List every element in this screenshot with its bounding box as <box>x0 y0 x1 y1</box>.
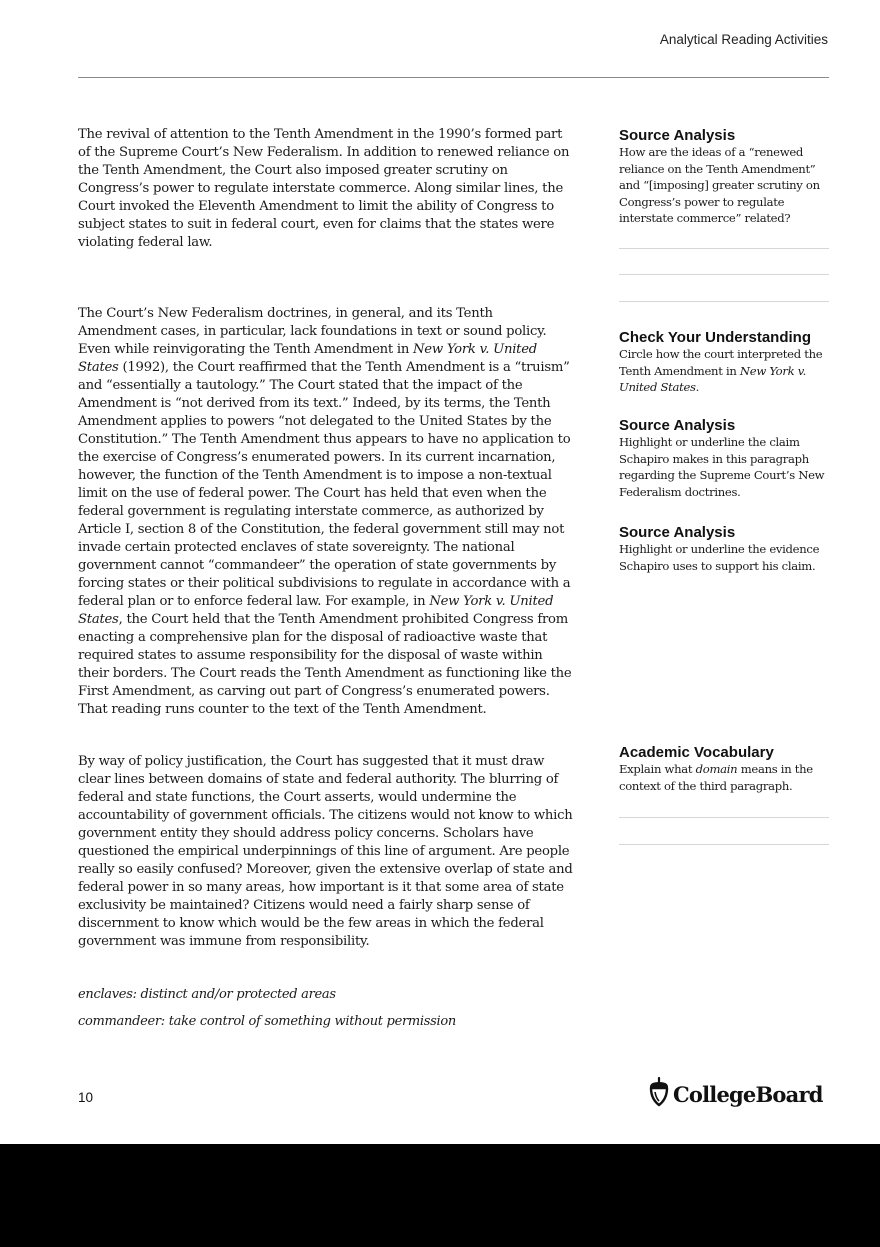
sidebar-heading: Source Analysis <box>619 524 736 541</box>
prompt-text: Circle how the court interpreted the Tenth Amendment in <box>619 347 823 378</box>
vocabulary-term: domain <box>695 762 738 776</box>
logo-text: CollegeBoard <box>673 1082 823 1107</box>
answer-line[interactable] <box>619 248 829 249</box>
case-citation: New York v. United States <box>619 363 806 394</box>
sidebar-prompt: Highlight or underline the evidence Schapiro uses to support his claim. <box>619 542 820 573</box>
paragraph-text: The Court’s New Federalism doctrines, in general, and its Tenth Amendment cases, in particular, lack foundations in text or sound policy. Even while reinvigorating the Tenth Amendment in <box>78 306 547 357</box>
glossary-commandeer: commandeer: take control of something without permission <box>78 1014 456 1029</box>
answer-line[interactable] <box>619 844 829 845</box>
sidebar-prompt: How are the ideas of a “renewed reliance on the Tenth Amendment” and “[imposing] greater scrutiny on Congress’s power to regulate interstate commerce” related? <box>619 145 820 225</box>
answer-line[interactable] <box>619 817 829 818</box>
answer-line[interactable] <box>619 274 829 275</box>
prompt-text: Explain what <box>619 762 696 776</box>
source-analysis-1 <box>619 127 834 227</box>
passage-paragraph-3: By way of policy justification, the Court has suggested that it must draw clear lines between domains of state and federal authority. The blurring of federal and state functions, the Court asserts, would undermine the accountability of government ofﬁcials. The citizens would not know to which government entity they should address policy concerns. Scholars have questioned the empirical underpinnings of this line of argument. Are people really so easily confused? Moreover, given the extensive overlap of state and federal power in so many areas, how important is it that some area of state exclusivity be maintained? Citizens would need a fairly sharp sense of discernment to know which would be the few areas in which the federal government was immune from responsibility. <box>78 754 573 949</box>
header-divider <box>78 77 829 78</box>
academic-vocabulary <box>619 744 834 794</box>
prompt-text: means in the context of the third paragraph. <box>619 762 813 793</box>
answer-line[interactable] <box>619 301 829 302</box>
sidebar-prompt <box>619 346 834 396</box>
sidebar-prompt <box>619 761 834 794</box>
sidebar-heading: Check Your Understanding <box>619 329 811 346</box>
prompt-text: . <box>695 380 700 394</box>
page-number: 10 <box>78 1090 94 1105</box>
sidebar-prompt: Highlight or underline the claim Schapiro makes in this paragraph regarding the Supreme Court’s New Federalism doctrines. <box>619 435 825 499</box>
collegeboard-logo <box>648 1077 823 1112</box>
paragraph-text: , the Court held that the Tenth Amendment prohibited Congress from enacting a comprehensive plan for the disposal of radioactive waste that required states to assume responsibility for the disposal of waste within their borders. The Court reads the Tenth Amendment as functioning like the First Amendment, as carving out part of Congress’s enumerated powers. That reading runs counter to the text of the Tenth Amendment. <box>78 612 572 717</box>
source-analysis-2 <box>619 417 834 500</box>
check-your-understanding <box>619 329 834 396</box>
case-citation: New York v. United States <box>78 342 537 375</box>
glossary-enclaves: enclaves: distinct and/or protected areas <box>78 987 336 1002</box>
acorn-icon <box>648 1077 670 1112</box>
running-header: Analytical Reading Activities <box>659 32 828 47</box>
paragraph-text: (1992), the Court reafﬁrmed that the Tenth Amendment is a “truism” and “essentially a tautology.” The Court stated that the impact of the Amendment is “not derived from its text.” Indeed, by its terms, the Tenth Amendment applies to powers “not delegated to the United States by the Constitution.” The Tenth Amendment thus appears to have no application to the exercise of Congress’s enumerated powers. In its current incarnation, however, the function of the Tenth Amendment is to impose a non-textual limit on the use of federal power. The Court has held that even when the federal government is regulating interstate commerce, as authorized by Article I, section 8 of the Constitution, the federal government still may not invade certain protected enclaves of state sovereignty. The national government cannot “commandeer” the operation of state governments by forcing states or their political subdivisions to regulate in accordance with a federal plan or to enforce federal law. For example, in <box>78 360 571 609</box>
sidebar-heading: Academic Vocabulary <box>619 744 774 761</box>
sidebar-heading: Source Analysis <box>619 417 736 434</box>
source-analysis-3 <box>619 524 834 574</box>
passage-paragraph-2 <box>78 305 573 719</box>
case-citation: New York v. United States <box>78 594 554 627</box>
sidebar-heading: Source Analysis <box>619 127 736 144</box>
passage-paragraph-1: The revival of attention to the Tenth Amendment in the 1990’s formed part of the Supreme Court’s New Federalism. In addition to renewed reliance on the Tenth Amendment, the Court also imposed greater scrutiny on Congress’s power to regulate interstate commerce. Along similar lines, the Court invoked the Eleventh Amendment to limit the ability of Congress to subject states to suit in federal court, even for claims that the states were violating federal law. <box>78 127 570 250</box>
